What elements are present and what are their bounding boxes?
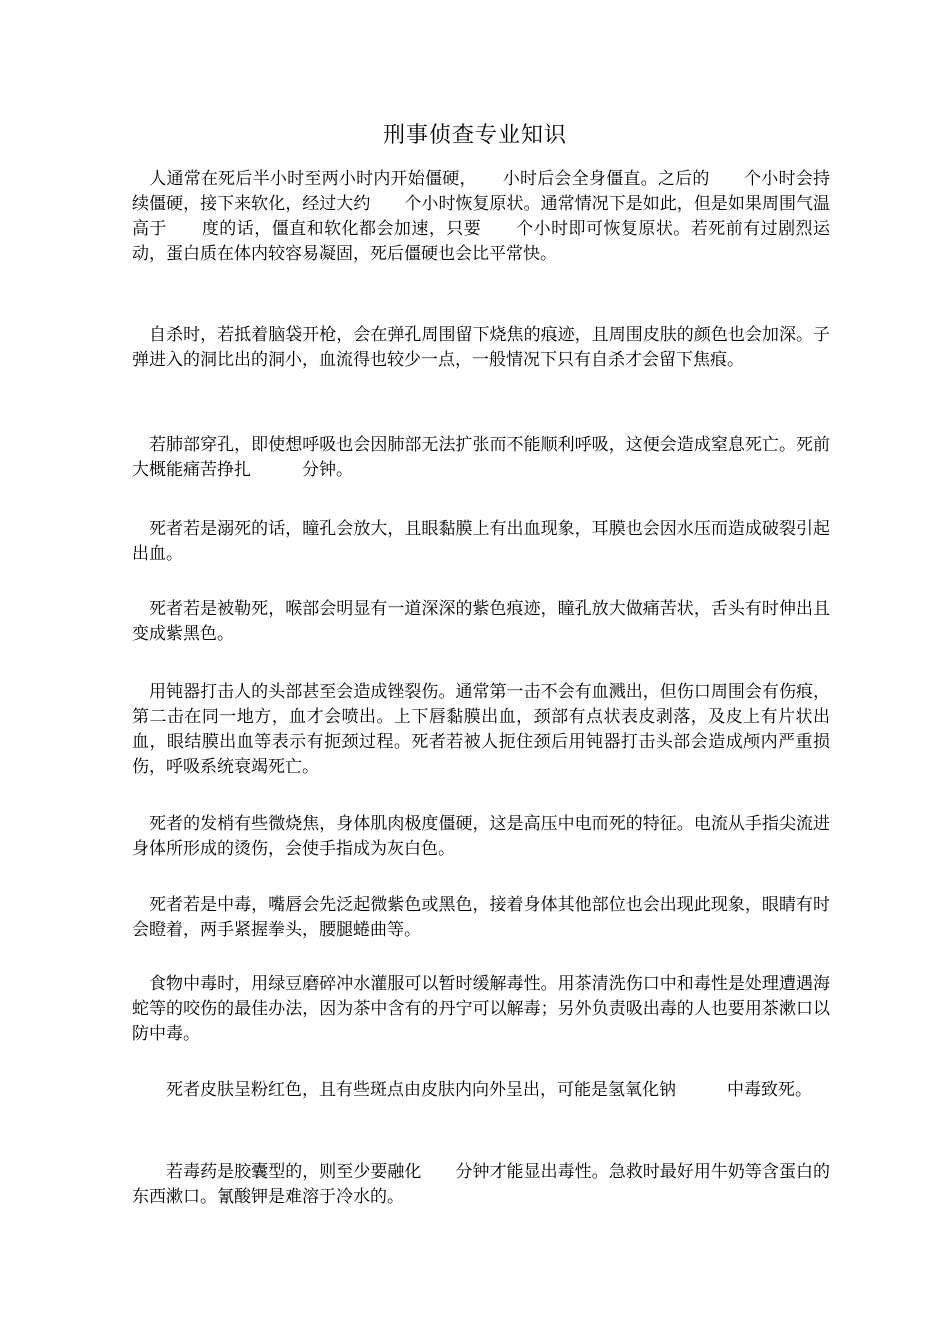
paragraph-strangulation: 死者若是被勒死，喉部会明显有一道深深的紫色痕迹，瞳孔放大做痛苦状，舌头有时伸出且变成紫黑色。	[132, 599, 830, 644]
paragraph-lung-puncture: 若肺部穿孔，即使想呼吸也会因肺部无法扩张而不能顺利呼吸，这便会造成窒息死亡。死前大概能痛苦挣扎 分钟。	[132, 435, 830, 480]
paragraph-suicide-gunshot: 自杀时，若抵着脑袋开枪，会在弹孔周围留下烧焦的痕迹，且周围皮肤的颜色也会加深。子弹进入的洞比出的洞小，血流得也较少一点，一般情况下只有自杀才会留下焦痕。	[132, 325, 830, 370]
paragraph-rigor-mortis: 人通常在死后半小时至两小时内开始僵硬， 小时后会全身僵直。之后的 个小时会持续僵硬，接下来软化，经过大约 个小时恢复原状。通常情况下是如此，但是如果周围气温高于 度的话，僵直和软化都会加速，只要 个小时即可恢复原状。若死前有过剧烈运动，蛋白质在体内较容易凝固，死后僵硬也会比平常快。	[132, 169, 830, 264]
paragraph-poisoning: 死者若是中毒，嘴唇会先泛起微紫色或黑色，接着身体其他部位也会出现此现象，眼睛有时会瞪着，两手紧握拳头，腰腿蜷曲等。	[132, 895, 830, 940]
paragraph-food-poisoning: 食物中毒时，用绿豆磨碎冲水灌服可以暂时缓解毒性。用茶清洗伤口中和毒性是处理遭遇海蛇等的咬伤的最佳办法，因为茶中含有的丹宁可以解毒；另外负责吸出毒的人也要用茶漱口以防中毒。	[132, 974, 830, 1044]
paragraph-drowning: 死者若是溺死的话，瞳孔会放大，且眼黏膜上有出血现象，耳膜也会因水压而造成破裂引起出血。	[132, 519, 830, 564]
paragraph-capsule-poison: 若毒药是胶囊型的，则至少要融化 分钟才能显出毒性。急救时最好用牛奶等含蛋白的东西漱口。氰酸钾是难溶于冷水的。	[132, 1162, 830, 1207]
paragraph-sodium-hydroxide: 死者皮肤呈粉红色，且有些斑点由皮肤内向外呈出，可能是氢氧化钠 中毒致死。	[132, 1080, 812, 1100]
paragraph-electrocution: 死者的发梢有些微烧焦，身体肌肉极度僵硬，这是高压中电而死的特征。电流从手指尖流进身体所形成的烫伤，会使手指成为灰白色。	[132, 814, 830, 859]
paragraph-blunt-force: 用钝器打击人的头部甚至会造成锉裂伤。通常第一击不会有血溅出，但伤口周围会有伤痕，第二击在同一地方，血才会喷出。上下唇黏膜出血，颈部有点状表皮剥落，及皮上有片状出血，眼结膜出血等表示有扼颈过程。死者若被人扼住颈后用钝器打击头部会造成颅内严重损伤，呼吸系统衰竭死亡。	[132, 682, 830, 777]
document-title: 刑事侦查专业知识	[382, 123, 567, 148]
